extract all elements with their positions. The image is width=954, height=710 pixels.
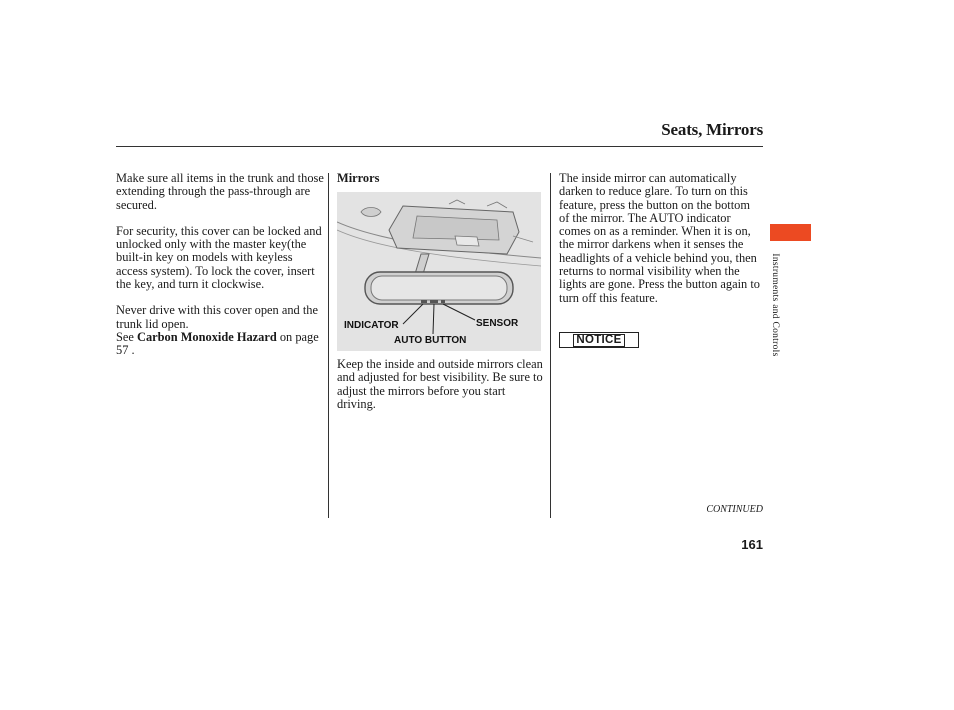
auto-button-label: AUTO BUTTON [394,335,467,346]
security-cover-paragraph: For security, this cover can be locked and unlocked only with the master key(the built-in key on models with keyless access system). To lock the cover, insert the key, and turn it clockwise. [116,223,322,292]
page-title: Seats, Mirrors [661,120,763,139]
continued-label: CONTINUED [706,504,763,515]
column-divider-left [328,173,329,518]
column-1 [116,172,324,358]
indicator-label: INDICATOR [344,320,399,331]
column-3 [559,172,763,305]
page-number: 161 [741,537,763,552]
warning-paragraph [116,304,324,357]
mirrors-heading: Mirrors [337,171,380,185]
see-suffix: on page 57 . [116,329,319,358]
section-label: Instruments and Controls [770,253,780,357]
notice-badge [559,332,639,348]
notice-label: NOTICE [573,334,624,347]
trunk-items-paragraph: Make sure all items in the trunk and those extending through the pass-through are secured. [116,171,324,212]
column-divider-right [550,173,551,518]
header-rule [116,146,763,147]
carbon-monoxide-reference[interactable]: Carbon Monoxide Hazard [137,329,277,344]
auto-dimming-paragraph: The inside mirror can automatically darken to reduce glare. To turn on this feature, press the button on the bottom of the mirror. The AUTO indicator comes on as a reminder. When it is on, the mirror darkens when it senses the headlights of a vehicle behind you, then returns to normal visibility when the lights are gone. Press the button again to turn off this feature. [559,171,760,305]
mirror-illustration [337,192,541,351]
mirrors-paragraph: Keep the inside and outside mirrors clean and adjusted for best visibility. Be sure to adjust the mirrors before you start driving. [337,357,543,411]
see-prefix: See [116,329,137,344]
sensor-label: SENSOR [476,318,519,329]
warning-text: Never drive with this cover open and the trunk lid open. [116,303,318,331]
